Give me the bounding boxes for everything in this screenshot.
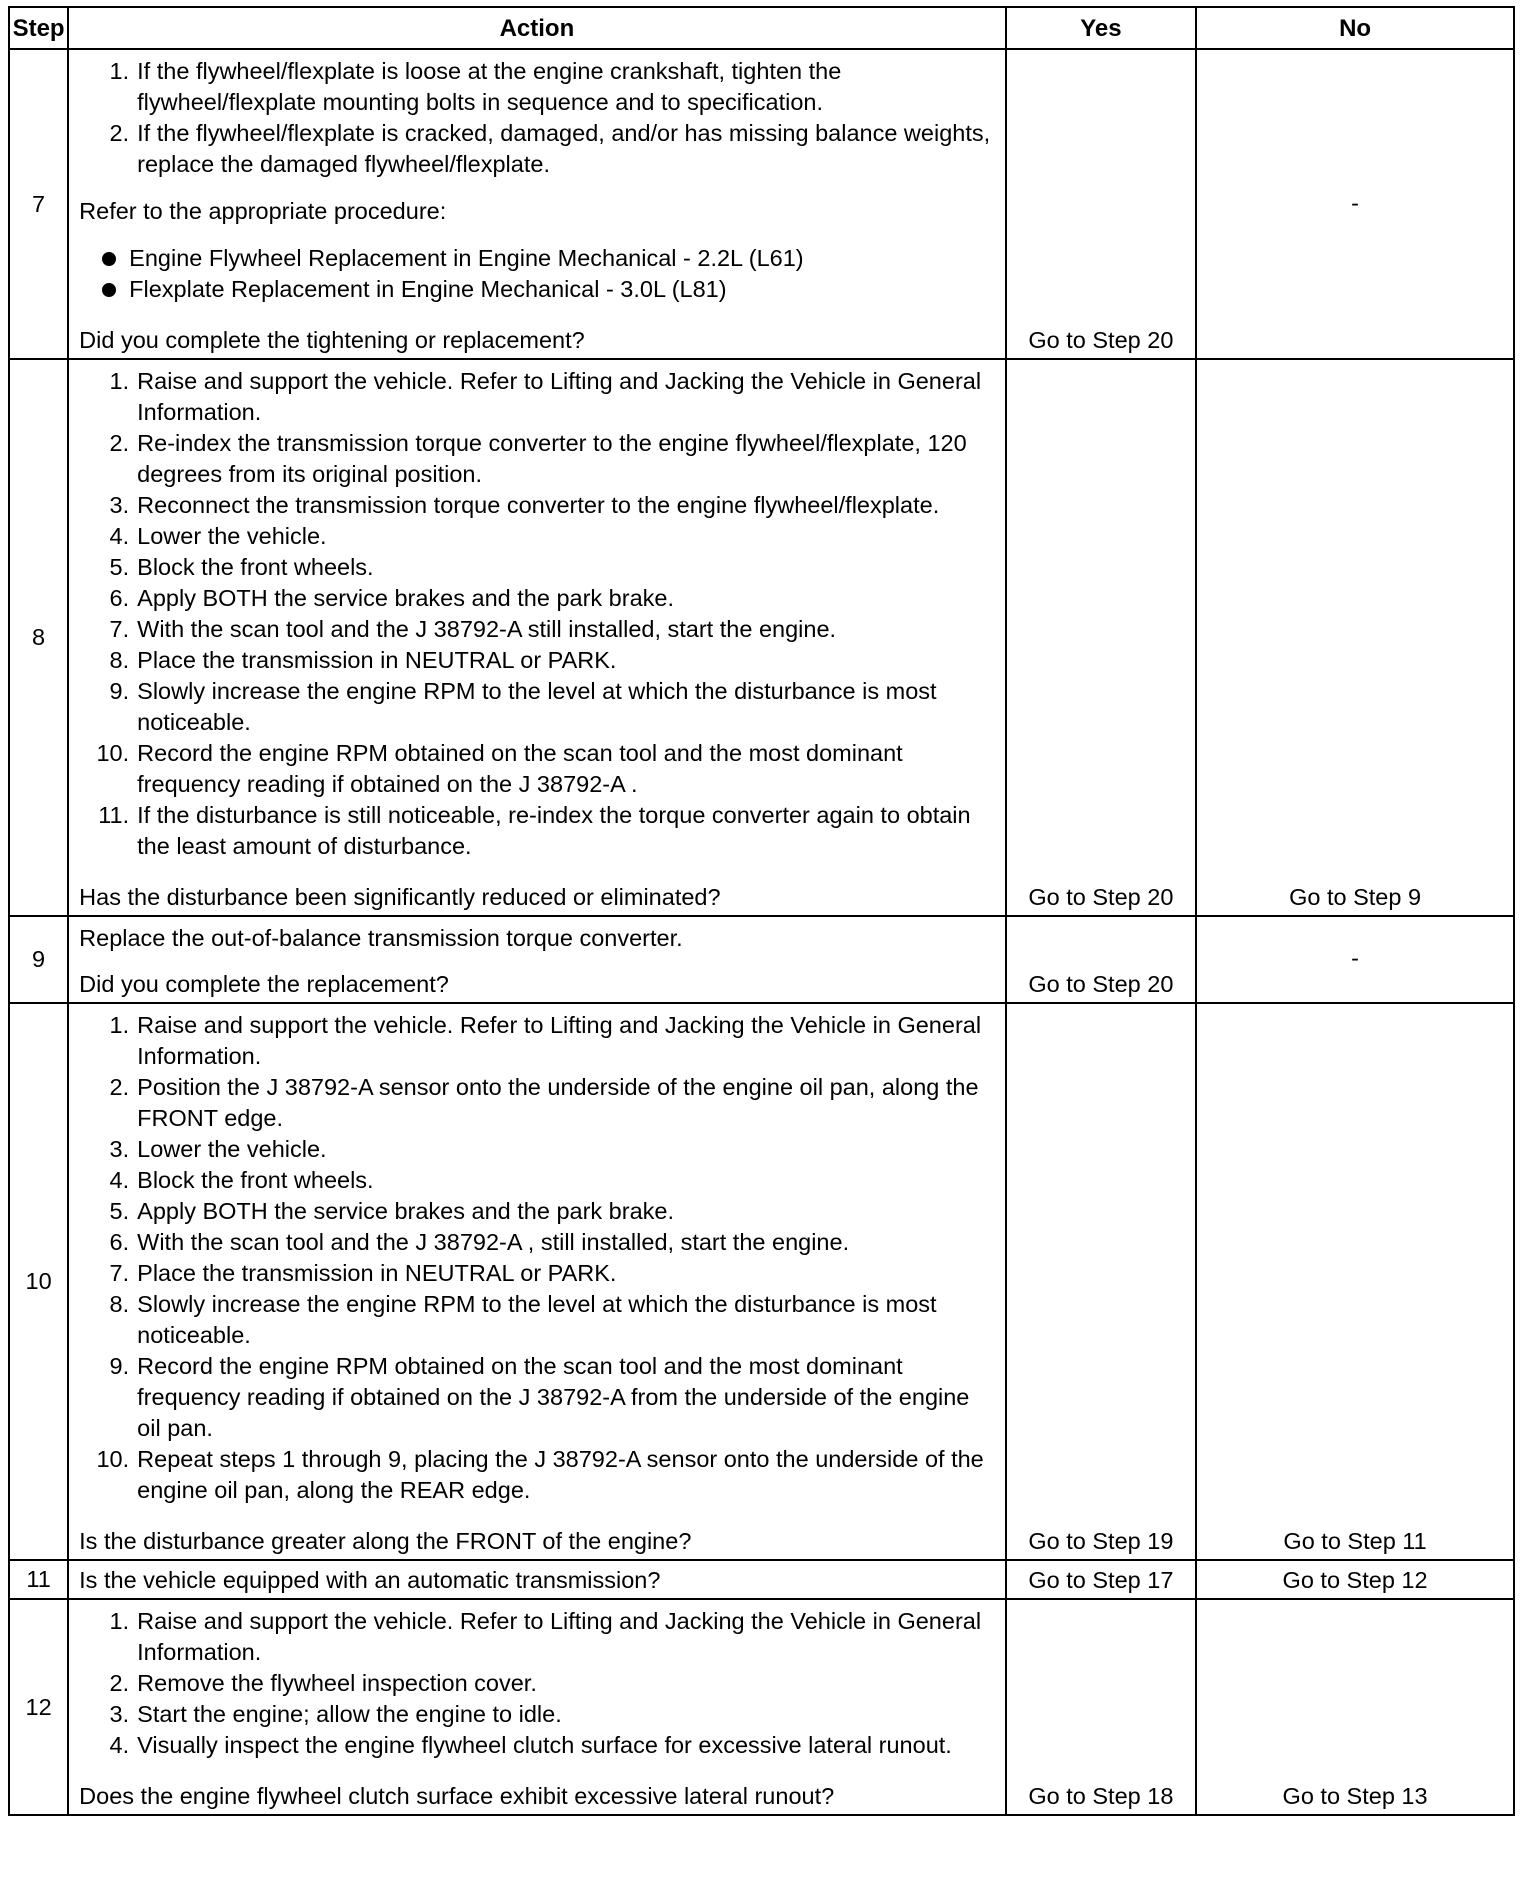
action-cell (68, 916, 1005, 1003)
header-no: No (1196, 7, 1514, 49)
yes-cell: Go to Step 17 (1006, 1560, 1197, 1599)
list-item: 5. Block the front wheels. (109, 554, 374, 580)
list-item: 6. Apply BOTH the service brakes and the park brake. (109, 585, 674, 611)
yes-cell: Go to Step 18 (1006, 1599, 1197, 1815)
no-cell: - (1196, 49, 1514, 359)
list-item: 7. With the scan tool and the J 38792-A still installed, start the engine. (109, 616, 837, 642)
numbered-steps (79, 1606, 996, 1761)
step-number: 9 (9, 916, 68, 1003)
question-text: Did you complete the tightening or replacement? (79, 327, 585, 353)
list-item: 6. With the scan tool and the J 38792-A , still installed, start the engine. (109, 1229, 850, 1255)
numbered-steps (79, 366, 996, 862)
list-item: 8. Place the transmission in NEUTRAL or PARK. (109, 647, 617, 673)
table-row (9, 916, 1514, 1003)
action-cell (68, 49, 1005, 359)
list-item: Engine Flywheel Replacement in Engine Mechanical - 2.2L (L61) (79, 243, 996, 274)
no-cell: - (1196, 916, 1514, 1003)
action-cell (68, 359, 1005, 916)
table-row (9, 1599, 1514, 1815)
list-item: 1. If the flywheel/flexplate is loose at the engine crankshaft, tighten the flywheel/flexplate mounting bolts in sequence and to specification. (109, 58, 842, 115)
numbered-steps (79, 1010, 996, 1506)
yes-cell: Go to Step 20 (1006, 916, 1197, 1003)
no-cell: Go to Step 13 (1196, 1599, 1514, 1815)
table-row (9, 1003, 1514, 1560)
step-number: 8 (9, 359, 68, 916)
procedure-note: Refer to the appropriate procedure: (79, 198, 447, 224)
list-item: 5. Apply BOTH the service brakes and the park brake. (109, 1198, 674, 1224)
no-cell: Go to Step 12 (1196, 1560, 1514, 1599)
question-text: Has the disturbance been significantly reduced or eliminated? (79, 884, 721, 910)
step-number: 12 (9, 1599, 68, 1815)
no-cell: Go to Step 11 (1196, 1003, 1514, 1560)
list-item: 9. Record the engine RPM obtained on the scan tool and the most dominant frequency reading if obtained on the J 38792-A from the underside of the engine oil pan. (109, 1353, 970, 1441)
bullet-icon (79, 243, 129, 266)
list-item: Flexplate Replacement in Engine Mechanical - 3.0L (L81) (79, 274, 996, 305)
list-item: 2. Remove the flywheel inspection cover. (109, 1670, 537, 1696)
list-item: 2. Re-index the transmission torque converter to the engine flywheel/flexplate, 120 degrees from its original position. (109, 430, 967, 487)
table-row (9, 359, 1514, 916)
list-item: 1. Raise and support the vehicle. Refer to Lifting and Jacking the Vehicle in General Information. (109, 1012, 982, 1069)
yes-cell: Go to Step 19 (1006, 1003, 1197, 1560)
table-row (9, 1560, 1514, 1599)
list-item: 9. Slowly increase the engine RPM to the level at which the disturbance is most noticeable. (109, 678, 937, 735)
list-item: 1. Raise and support the vehicle. Refer to Lifting and Jacking the Vehicle in General Information. (109, 368, 982, 425)
list-item: 10. Record the engine RPM obtained on the scan tool and the most dominant frequency reading if obtained on the J 38792-A . (96, 740, 903, 797)
list-item: 4. Visually inspect the engine flywheel clutch surface for excessive lateral runout. (109, 1732, 952, 1758)
step-number: 7 (9, 49, 68, 359)
action-cell (68, 1560, 1005, 1599)
numbered-steps (79, 56, 996, 180)
list-item: 4. Lower the vehicle. (109, 523, 327, 549)
list-item: 11. If the disturbance is still noticeable, re-index the torque converter again to obtain the least amount of disturbance. (98, 802, 971, 859)
list-item: 3. Reconnect the transmission torque converter to the engine flywheel/flexplate. (109, 492, 940, 518)
question-text: Is the vehicle equipped with an automatic transmission? (79, 1567, 661, 1593)
action-text: Replace the out-of-balance transmission torque converter. (79, 925, 683, 951)
list-item: 3. Lower the vehicle. (109, 1136, 327, 1162)
list-item: 7. Place the transmission in NEUTRAL or PARK. (109, 1260, 617, 1286)
table-row (9, 49, 1514, 359)
yes-cell: Go to Step 20 (1006, 359, 1197, 916)
list-item: 2. Position the J 38792-A sensor onto the underside of the engine oil pan, along the FRONT edge. (109, 1074, 979, 1131)
header-row (9, 7, 1514, 49)
list-item: 3. Start the engine; allow the engine to idle. (109, 1701, 562, 1727)
header-step: Step (9, 7, 68, 49)
action-cell (68, 1599, 1005, 1815)
question-text: Is the disturbance greater along the FRONT of the engine? (79, 1528, 692, 1554)
list-item: 1. Raise and support the vehicle. Refer to Lifting and Jacking the Vehicle in General Information. (109, 1608, 982, 1665)
bullet-icon (79, 274, 129, 297)
question-text: Did you complete the replacement? (79, 971, 449, 997)
yes-cell: Go to Step 20 (1006, 49, 1197, 359)
action-cell (68, 1003, 1005, 1560)
diagnostic-table (8, 6, 1515, 1816)
no-cell: Go to Step 9 (1196, 359, 1514, 916)
header-action: Action (68, 7, 1005, 49)
header-yes: Yes (1006, 7, 1197, 49)
step-number: 10 (9, 1003, 68, 1560)
question-text: Does the engine flywheel clutch surface exhibit excessive lateral runout? (79, 1783, 835, 1809)
list-item: 2. If the flywheel/flexplate is cracked, damaged, and/or has missing balance weights, replace the damaged flywheel/flexplate. (109, 120, 991, 177)
list-item: 4. Block the front wheels. (109, 1167, 374, 1193)
procedure-links (79, 243, 996, 305)
step-number: 11 (9, 1560, 68, 1599)
list-item: 8. Slowly increase the engine RPM to the level at which the disturbance is most noticeable. (109, 1291, 937, 1348)
list-item: 10. Repeat steps 1 through 9, placing the J 38792-A sensor onto the underside of the engine oil pan, along the REAR edge. (96, 1446, 984, 1503)
